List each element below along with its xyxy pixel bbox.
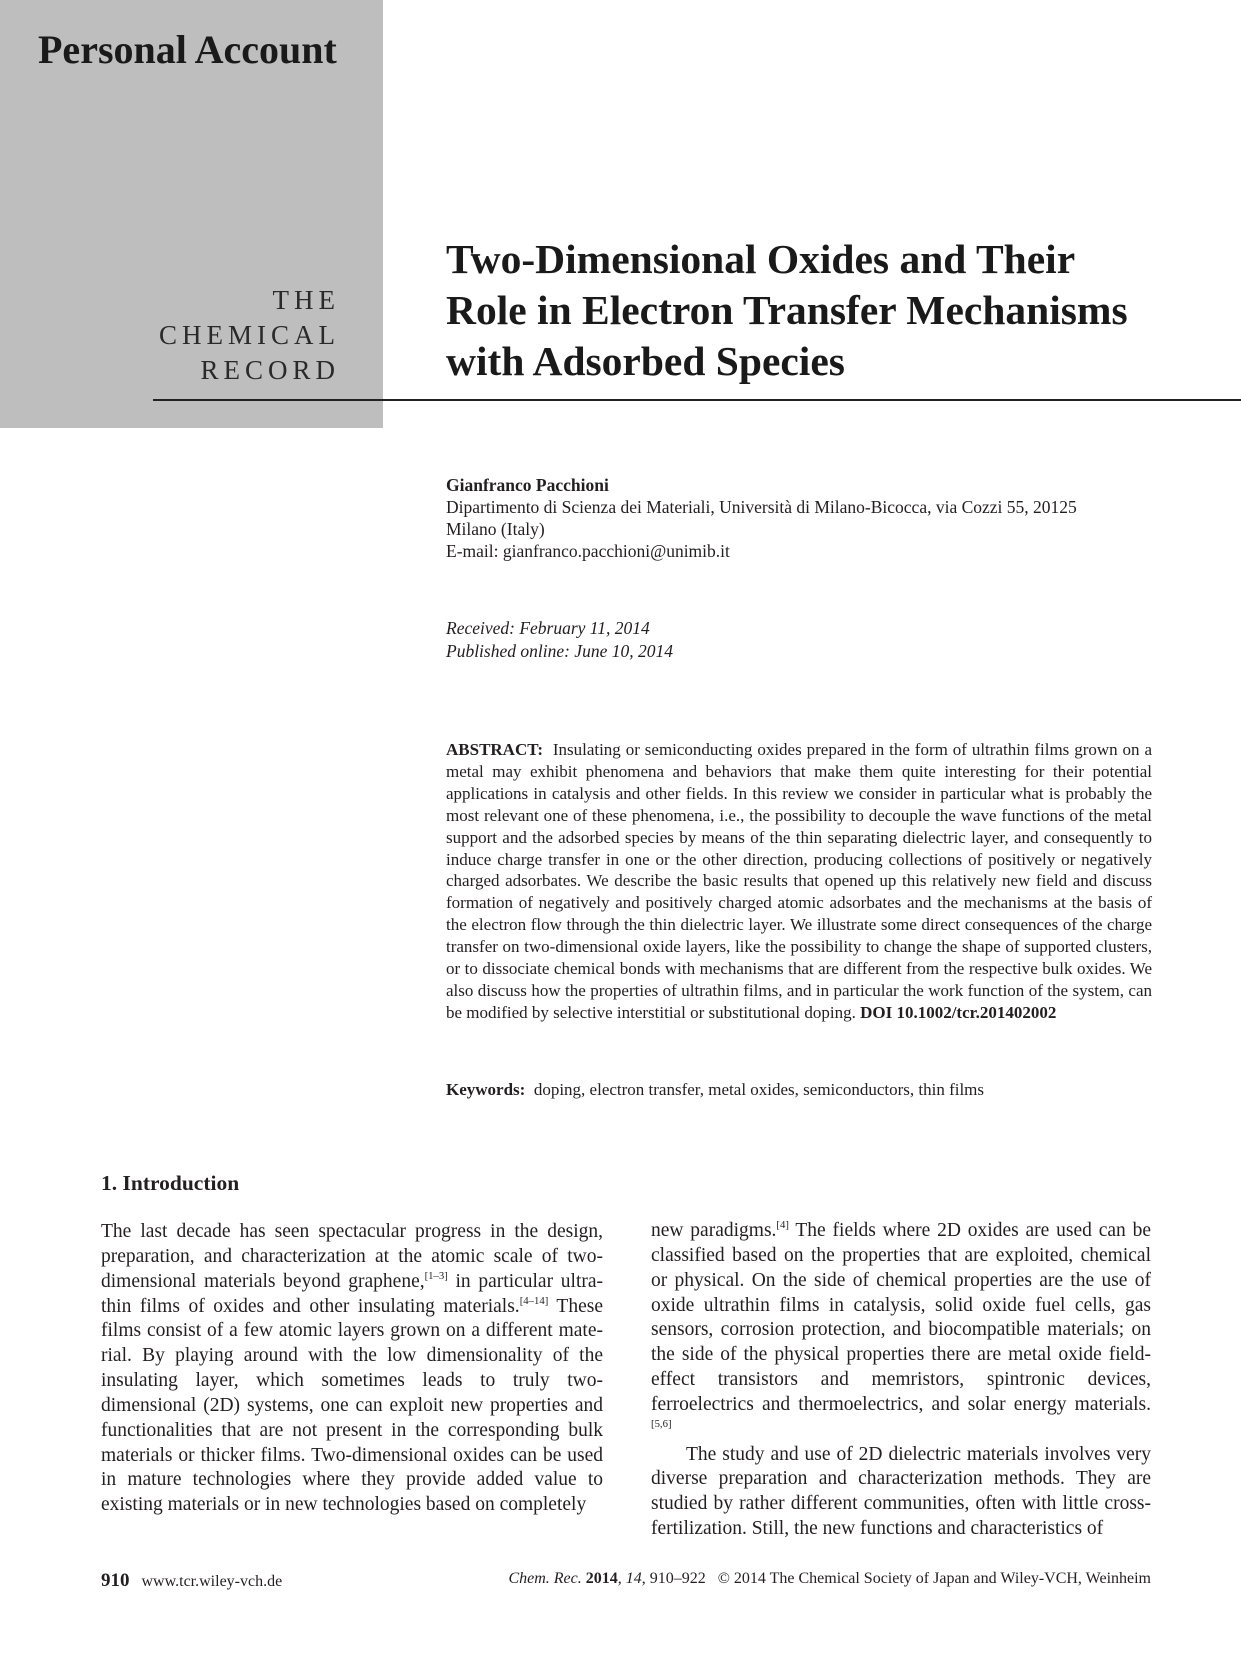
body-text: The last decade has seen spectacular progress in the design, preparation, and characterization at the atomic scale of two-dimensional materials beyond graphene, [101,1221,603,1292]
body-column-right [651,1219,1151,1542]
keywords-list: doping, electron transfer, metal oxides, semiconductors, thin films [533,1080,985,1099]
doi: DOI 10.1002/tcr.201402002 [860,1002,1057,1022]
journal-url: www.tcr.wiley-vch.de [141,1573,283,1590]
body-text: new paradigms. [651,1220,777,1241]
journal-logo-line: RECORD [200,355,340,385]
page-number: 910 [101,1570,130,1591]
title-line: Role in Electron Transfer Mechanisms [446,287,1128,333]
citation: [4–14] [519,1294,549,1307]
body-column-left [101,1220,603,1518]
body-text: The fields where 2D oxides are used can be classified based on the properties that are exploited, chemical or physical. On the side of chemical properties are the use of oxide ultrathin films in catalysis, solid oxide fuel cells, gas sensors, corrosion protection, and biocompatible materials; on the side of the physical properties there are metal oxide field-effect transistors and memristors, spintronic devices, ferroelectrics and thermoelectrics, and solar energy materials. [651,1220,1151,1415]
copyright: © 2014 The Chemical Society of Japan and Wiley-VCH, Weinheim [717,1570,1151,1587]
citation: [1–3] [424,1269,448,1282]
footer-left [101,1570,282,1592]
article-title [446,234,1216,387]
author-email: E-mail: gianfranco.pacchioni@unimib.it [446,541,730,561]
abstract [446,739,1152,1024]
published-date: Published online: June 10, 2014 [446,641,673,661]
author-block [446,474,1166,562]
citation: [5,6] [651,1417,672,1430]
journal-logo [100,283,340,388]
affiliation-line: Milano (Italy) [446,519,545,539]
received-date: Received: February 11, 2014 [446,618,650,638]
citation-pages: , 910–922 [641,1570,706,1587]
body-text: in particular ultrathin films of oxides and other insulating materials. [101,1270,604,1317]
section-heading-introduction: 1. Introduction [101,1171,240,1195]
author-name: Gianfranco Pacchioni [446,475,609,495]
section-label: Personal Account [38,27,337,72]
keywords-label: Keywords: [446,1080,526,1099]
journal-logo-line: CHEMICAL [159,320,340,350]
abstract-label: ABSTRACT: [446,740,543,759]
article-dates [446,617,673,663]
affiliation-line: Dipartimento di Scienza dei Materiali, Università di Milano-Bicocca, via Cozzi 55, 20125 [446,497,1077,517]
journal-abbrev: Chem. Rec. [508,1570,582,1587]
paragraph [651,1219,1151,1443]
journal-logo-line: THE [272,285,340,315]
paragraph: The study and use of 2D dielectric materials involves very diverse preparation and characterization methods. They are studied by rather different communities, often with little cross-fertilization. Still, the new functions and characteristics of [651,1443,1151,1540]
title-rule [153,399,1241,401]
footer-citation: Chem. Rec. 2014, 14, 910–922 © 2014 The Chemical Society of Japan and Wiley-VCH, Weinheim [508,1570,1151,1587]
abstract-text: Insulating or semiconducting oxides prepared in the form of ultrathin films grown on a metal may exhibit phenomena and behaviors that make them quite interesting for their potential applications in catalysis and other fields. In this review we consider in particular what is probably the most relevant one of these phenomena, i.e., the possibility to decouple the wave functions of the metal support and the adsorbed species by means of the thin separating dielectric layer, and consequently to induce charge transfer in one or the other direction, producing collections of positively or negatively charged adsorbates. We describe the basic results that opened up this relatively new field and discuss formation of negatively and positively charged atomic adsorbates and the mechanisms at the basis of the electron flow through the thin dielectric layer. We illustrate some direct consequences of the charge transfer on two-dimensional oxide layers, like the possibility to change the shape of supported clusters, or to dissociate chemical bonds with mechanisms that are different from the respective bulk oxides. We also discuss how the properties of ultrathin films, and in particular the work function of the system, can be modified by selective interstitial or substitutional doping. [446,740,1153,1022]
citation-volume: 14 [625,1570,642,1587]
citation-year: 2014 [585,1570,618,1587]
title-line: with Adsorbed Species [446,338,845,384]
citation: [4] [776,1218,789,1231]
paragraph [101,1220,603,1518]
body-text: These films consist of a few atomic layers grown on a different material. By playing around with the low dimensionality of the insulating layer, which sometimes leads to truly two-dimensional (2D) systems, one can exploit new properties and functionalities that are not present in the corresponding bulk materials or thicker films. Two-dimensional oxides can be used in mature technologies where they provide added value to existing materials or in new technologies based on completely [101,1295,603,1516]
title-line: Two-Dimensional Oxides and Their [446,236,1076,282]
keywords [446,1079,1152,1101]
